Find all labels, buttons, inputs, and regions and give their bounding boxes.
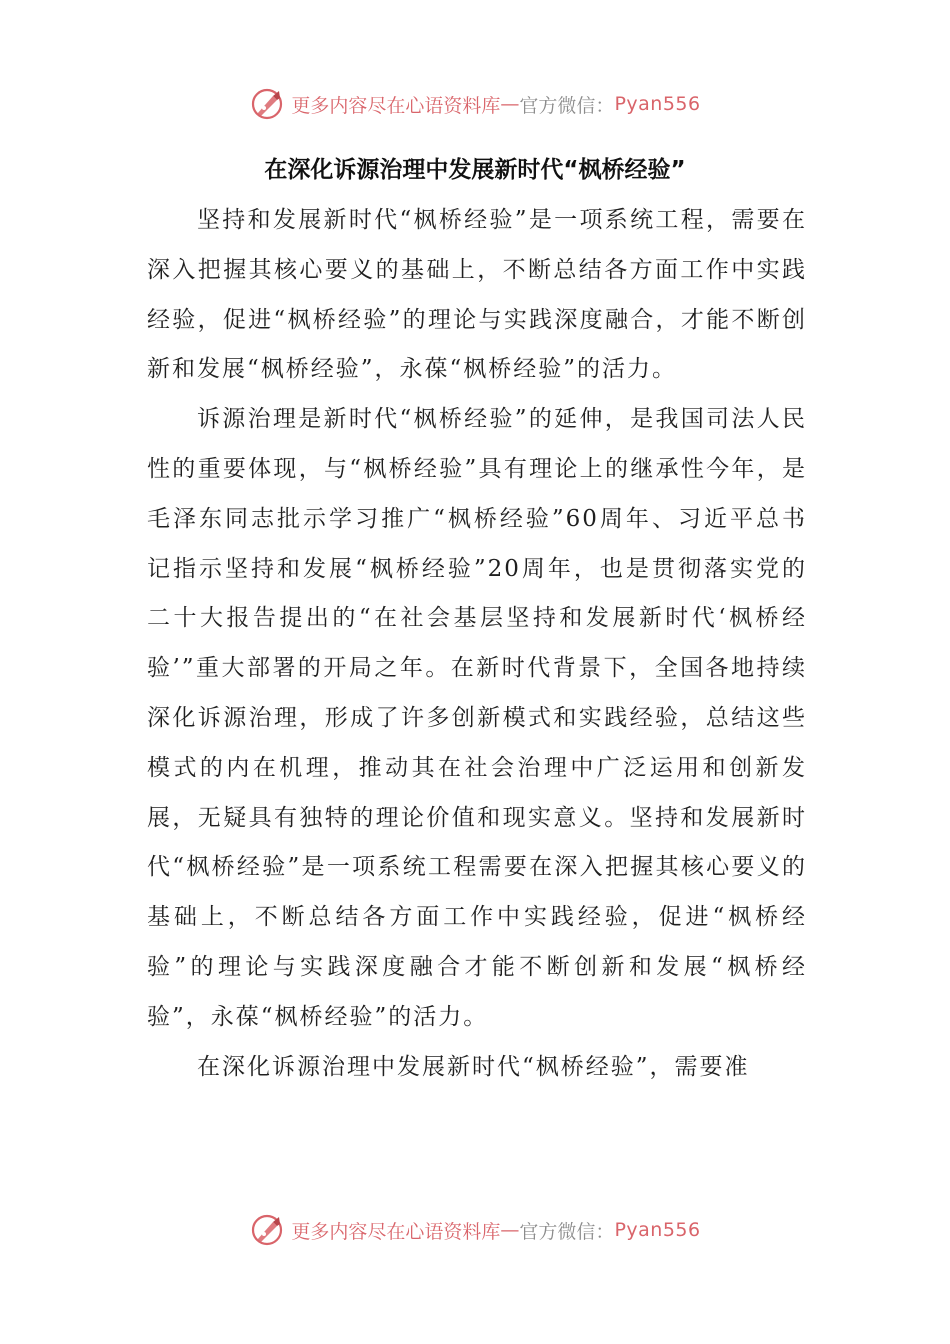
watermark-official-label: 官方微信： bbox=[519, 1220, 615, 1243]
watermark-account-id: Pyan556 bbox=[614, 93, 701, 115]
watermark-site-name: 更多内容尽在心语资料库 bbox=[291, 1220, 501, 1243]
document-title: 在深化诉源治理中发展新时代“枫桥经验” bbox=[264, 157, 686, 183]
pen-nib-circle-icon bbox=[249, 86, 285, 122]
watermark-dash: — bbox=[500, 1219, 520, 1241]
paragraph: 诉源治理是新时代“枫桥经验”的延伸，是我国司法人民性的重要体现，与“枫桥经验”具有理论上的继承性今年，是毛泽东同志批示学习推广“枫桥经验”60周年、习近平总书记指示坚持和发展“枫桥经验”20周年，也是贯彻落实党的二十大报告提出的“在社会基层坚持和发展新时代‘枫桥经验’”重大部署的开局之年。在新时代背景下，全国各地持续深化诉源治理，形成了许多创新模式和实践经验，总结这些模式的内在机理，推动其在社会治理中广泛运用和创新发展，无疑具有独特的理论价值和现实意义。坚持和发展新时代“枫桥经验”是一项系统工程需要在深入把握其核心要义的基础上，不断总结各方面工作中实践经验，促进“枫桥经验”的理论与实践深度融合才能不断创新和发展“枫桥经验”，永葆“枫桥经验”的活力。 bbox=[147, 406, 807, 1030]
watermark-footer bbox=[0, 1208, 950, 1252]
paragraph: 在深化诉源治理中发展新时代“枫桥经验”，需要准 bbox=[197, 1053, 750, 1080]
watermark-header bbox=[0, 82, 950, 126]
pen-nib-circle-icon bbox=[249, 1212, 285, 1248]
watermark-account-id: Pyan556 bbox=[614, 1219, 701, 1241]
watermark-dash: — bbox=[500, 93, 520, 115]
paragraph: 坚持和发展新时代“枫桥经验”是一项系统工程，需要在深入把握其核心要义的基础上，不断总结各方面工作中实践经验，促进“枫桥经验”的理论与实践深度融合，才能不断创新和发展“枫桥经验”，永葆“枫桥经验”的活力。 bbox=[147, 207, 807, 383]
document-body bbox=[147, 196, 807, 1092]
watermark-site-name: 更多内容尽在心语资料库 bbox=[291, 94, 501, 117]
watermark-official-label: 官方微信： bbox=[519, 94, 615, 117]
